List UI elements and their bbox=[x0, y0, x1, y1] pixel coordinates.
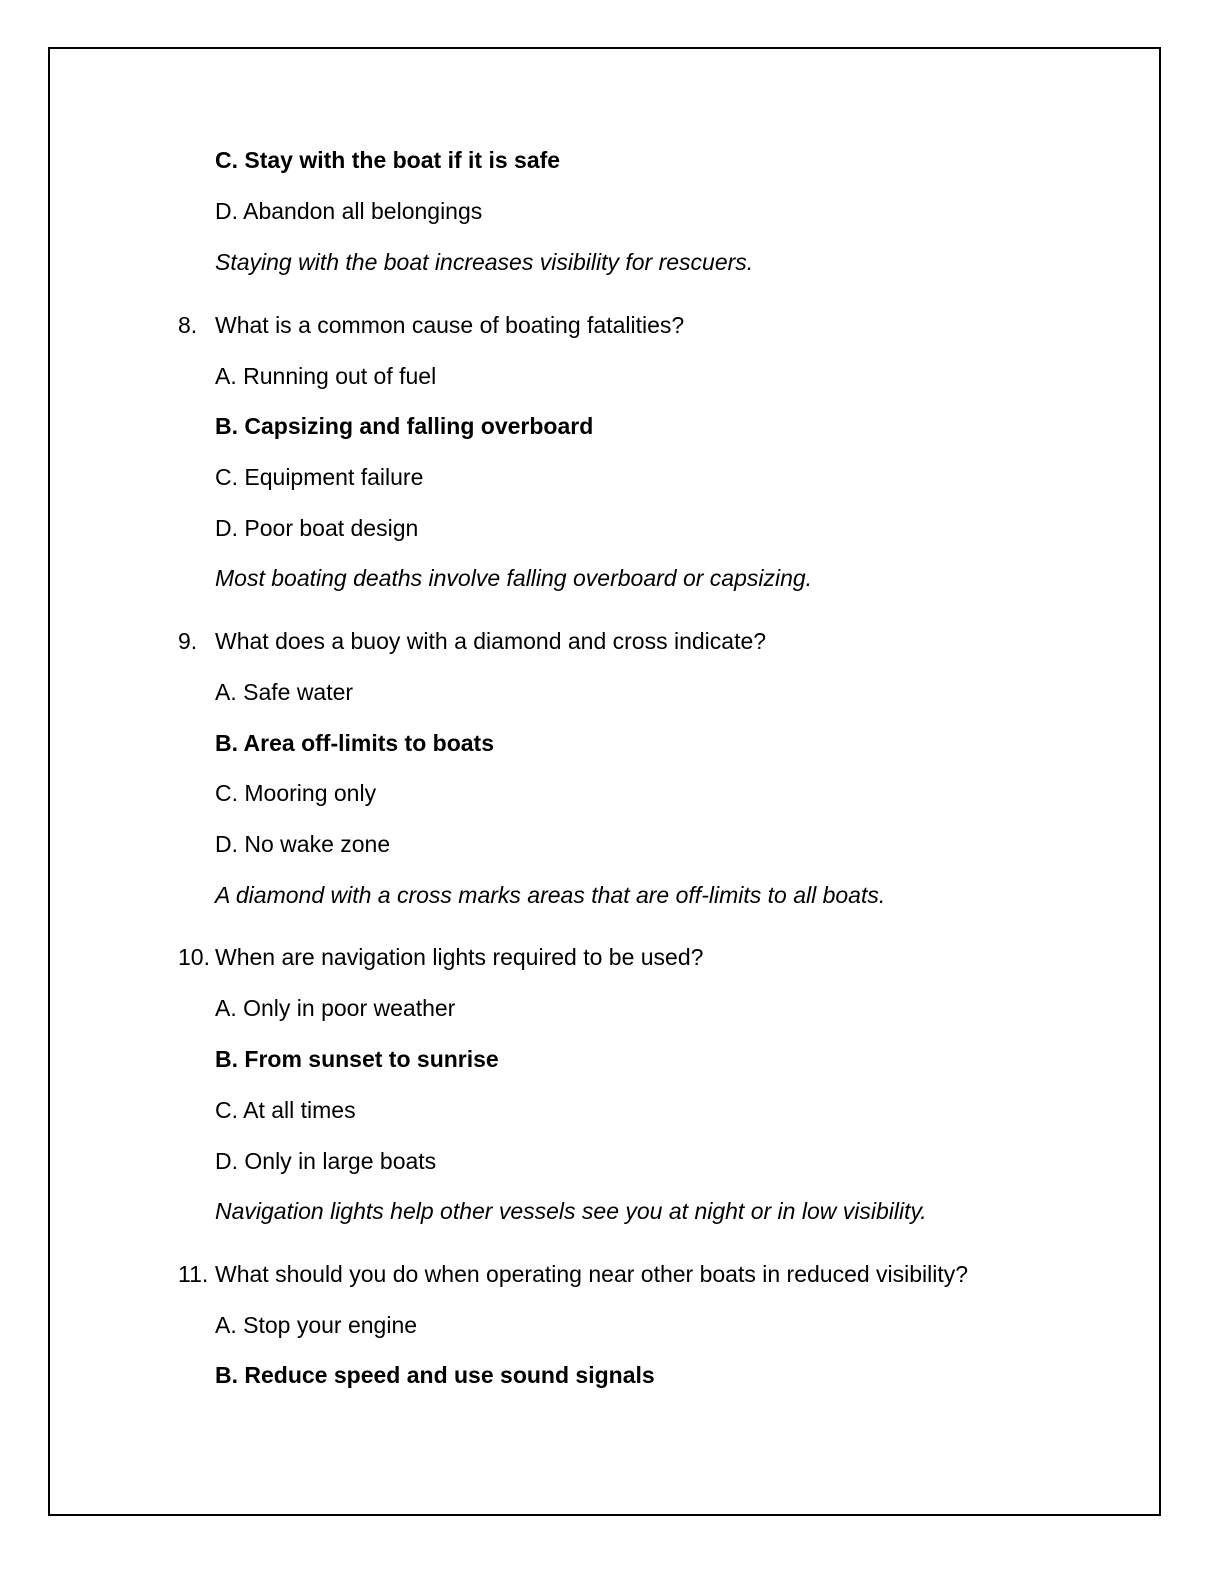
q9-number: 9. bbox=[178, 628, 198, 654]
q10-number: 10. bbox=[178, 944, 210, 970]
q7-option-d: D. Abandon all belongings bbox=[215, 198, 483, 224]
q9-text: What does a buoy with a diamond and cross indicate? bbox=[215, 628, 767, 654]
q8-option-d: D. Poor boat design bbox=[215, 515, 419, 541]
q10-text: When are navigation lights required to be used? bbox=[215, 944, 704, 970]
q11-number: 11. bbox=[178, 1261, 209, 1287]
q10-option-a: A. Only in poor weather bbox=[215, 995, 456, 1021]
q11-option-a: A. Stop your engine bbox=[215, 1312, 418, 1338]
q10-explanation: Navigation lights help other vessels see you at night or in low visibility. bbox=[215, 1198, 927, 1224]
q8-text: What is a common cause of boating fatalities? bbox=[215, 312, 685, 338]
q9-explanation: A diamond with a cross marks areas that are off-limits to all boats. bbox=[215, 882, 886, 908]
q10-option-d: D. Only in large boats bbox=[215, 1148, 437, 1174]
q8-option-c: C. Equipment failure bbox=[215, 464, 424, 490]
q8-option-b-correct: B. Capsizing and falling overboard bbox=[215, 413, 594, 439]
q11-text: What should you do when operating near other boats in reduced visibility? bbox=[215, 1261, 969, 1287]
q8-explanation: Most boating deaths involve falling overboard or capsizing. bbox=[215, 565, 813, 591]
q7-option-c-correct: C. Stay with the boat if it is safe bbox=[215, 147, 561, 173]
q9-option-a: A. Safe water bbox=[215, 679, 354, 705]
q8-option-a: A. Running out of fuel bbox=[215, 363, 437, 389]
q9-option-d: D. No wake zone bbox=[215, 831, 391, 857]
q8-number: 8. bbox=[178, 312, 198, 338]
q10-option-c: C. At all times bbox=[215, 1097, 356, 1123]
q11-option-b-correct: B. Reduce speed and use sound signals bbox=[215, 1362, 655, 1388]
q9-option-c: C. Mooring only bbox=[215, 780, 377, 806]
q7-explanation: Staying with the boat increases visibility for rescuers. bbox=[215, 249, 754, 275]
q10-option-b-correct: B. From sunset to sunrise bbox=[215, 1046, 499, 1072]
q9-option-b-correct: B. Area off-limits to boats bbox=[215, 730, 494, 756]
